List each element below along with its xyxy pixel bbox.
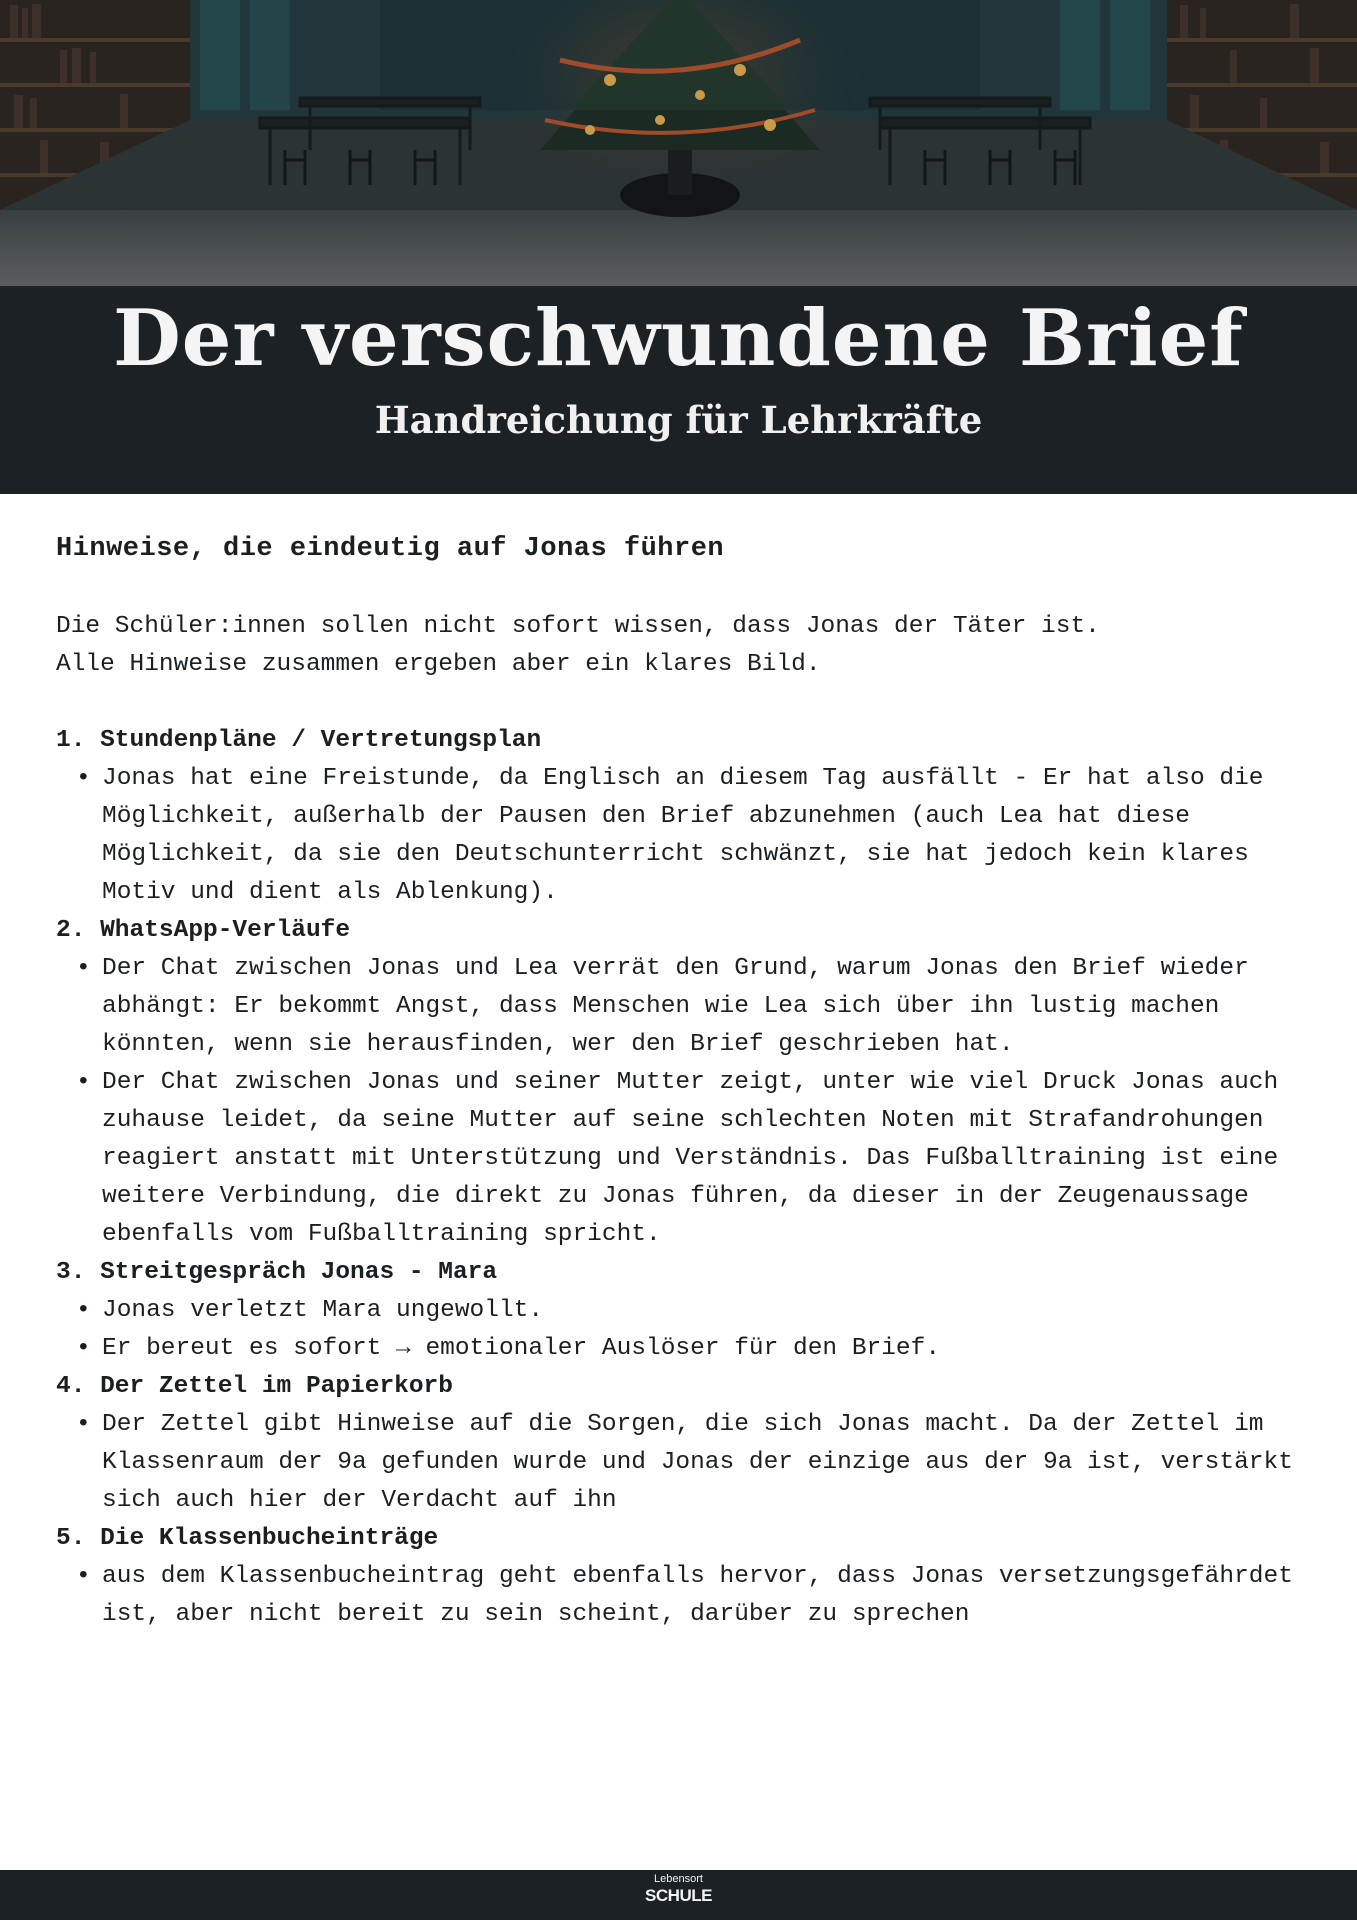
logo-main-text: SCHULE: [645, 1886, 712, 1905]
bullet-item: • Der Zettel gibt Hinweise auf die Sorgen, die sich Jonas macht. Da der Zettel im Klassenraum der 9a gefunden wurde und Jonas der einzige aus der 9a ist, verstärkt sich auch hier der Verdacht auf ihn: [102, 1406, 1306, 1520]
clue-title: 5. Die Klassenbucheinträge: [56, 1525, 439, 1552]
clue-section: [56, 1520, 1306, 1634]
page-title: Der verschwundene Brief: [113, 293, 1244, 384]
bullet-item: • Er bereut es sofort → emotionaler Auslöser für den Brief.: [102, 1330, 1306, 1368]
clue-bullets: [56, 1292, 1306, 1368]
bullet-item: • Der Chat zwischen Jonas und Lea verrät den Grund, warum Jonas den Brief wieder abhängt: Er bekommt Angst, dass Menschen wie Lea sich über ihn lustig machen könnten, wenn sie herausfinden, wer den Brief geschrieben hat.: [102, 950, 1306, 1064]
clue-title: 4. Der Zettel im Papierkorb: [56, 1373, 453, 1400]
bullet-item: • Jonas hat eine Freistunde, da Englisch an diesem Tag ausfällt - Er hat also die Möglichkeit, außerhalb der Pausen den Brief abzunehmen (auch Lea hat diese Möglichkeit, da sie den Deutschunterricht schwänzt, sie hat jedoch kein klares Motiv und dient als Ablenkung).: [102, 760, 1306, 912]
title-band: [0, 286, 1357, 494]
footer-bar: [0, 1870, 1357, 1920]
bullet-item: • Jonas verletzt Mara ungewollt.: [102, 1292, 1306, 1330]
clue-section: [56, 1254, 1306, 1368]
clue-bullets: [56, 1558, 1306, 1634]
intro-paragraph: Die Schüler:innen sollen nicht sofort wissen, dass Jonas der Täter ist. Alle Hinweise zusammen ergeben aber ein klares Bild.: [56, 613, 1100, 678]
header-photo: [0, 0, 1357, 288]
clue-title: 2. WhatsApp-Verläufe: [56, 917, 351, 944]
bullet-item: • aus dem Klassenbucheintrag geht ebenfalls hervor, dass Jonas versetzungsgefährdet ist, aber nicht bereit zu sein scheint, darüber zu sprechen: [102, 1558, 1306, 1634]
bullet-item: • Der Chat zwischen Jonas und seiner Mutter zeigt, unter wie viel Druck Jonas auch zuhause leidet, da seine Mutter auf seine schlechten Noten mit Strafandrohungen reagiert anstatt mit Unterstützung und Verständnis. Das Fußballtraining ist eine weitere Verbindung, die direkt zu Jonas führen, da dieser in der Zeugenaussage ebenfalls vom Fußballtraining spricht.: [102, 1064, 1306, 1254]
clue-section: [56, 1368, 1306, 1520]
logo-top-text: Lebensort: [654, 1873, 703, 1885]
clue-bullets: [56, 760, 1306, 912]
clue-section: [56, 912, 1306, 1254]
lebensort-schule-logo: [645, 1874, 712, 1904]
document-body: [56, 530, 1306, 1634]
clue-title: 1. Stundenpläne / Vertretungsplan: [56, 727, 542, 754]
clue-bullets: [56, 1406, 1306, 1520]
section-heading: Hinweise, die eindeutig auf Jonas führen: [56, 534, 725, 564]
library-christmas-tree-image: [0, 0, 1357, 288]
clue-bullets: [56, 950, 1306, 1254]
page-subtitle: Handreichung für Lehrkräfte: [374, 398, 983, 442]
clue-list: [56, 722, 1306, 1634]
clue-section: [56, 722, 1306, 912]
clue-title: 3. Streitgespräch Jonas - Mara: [56, 1259, 498, 1286]
